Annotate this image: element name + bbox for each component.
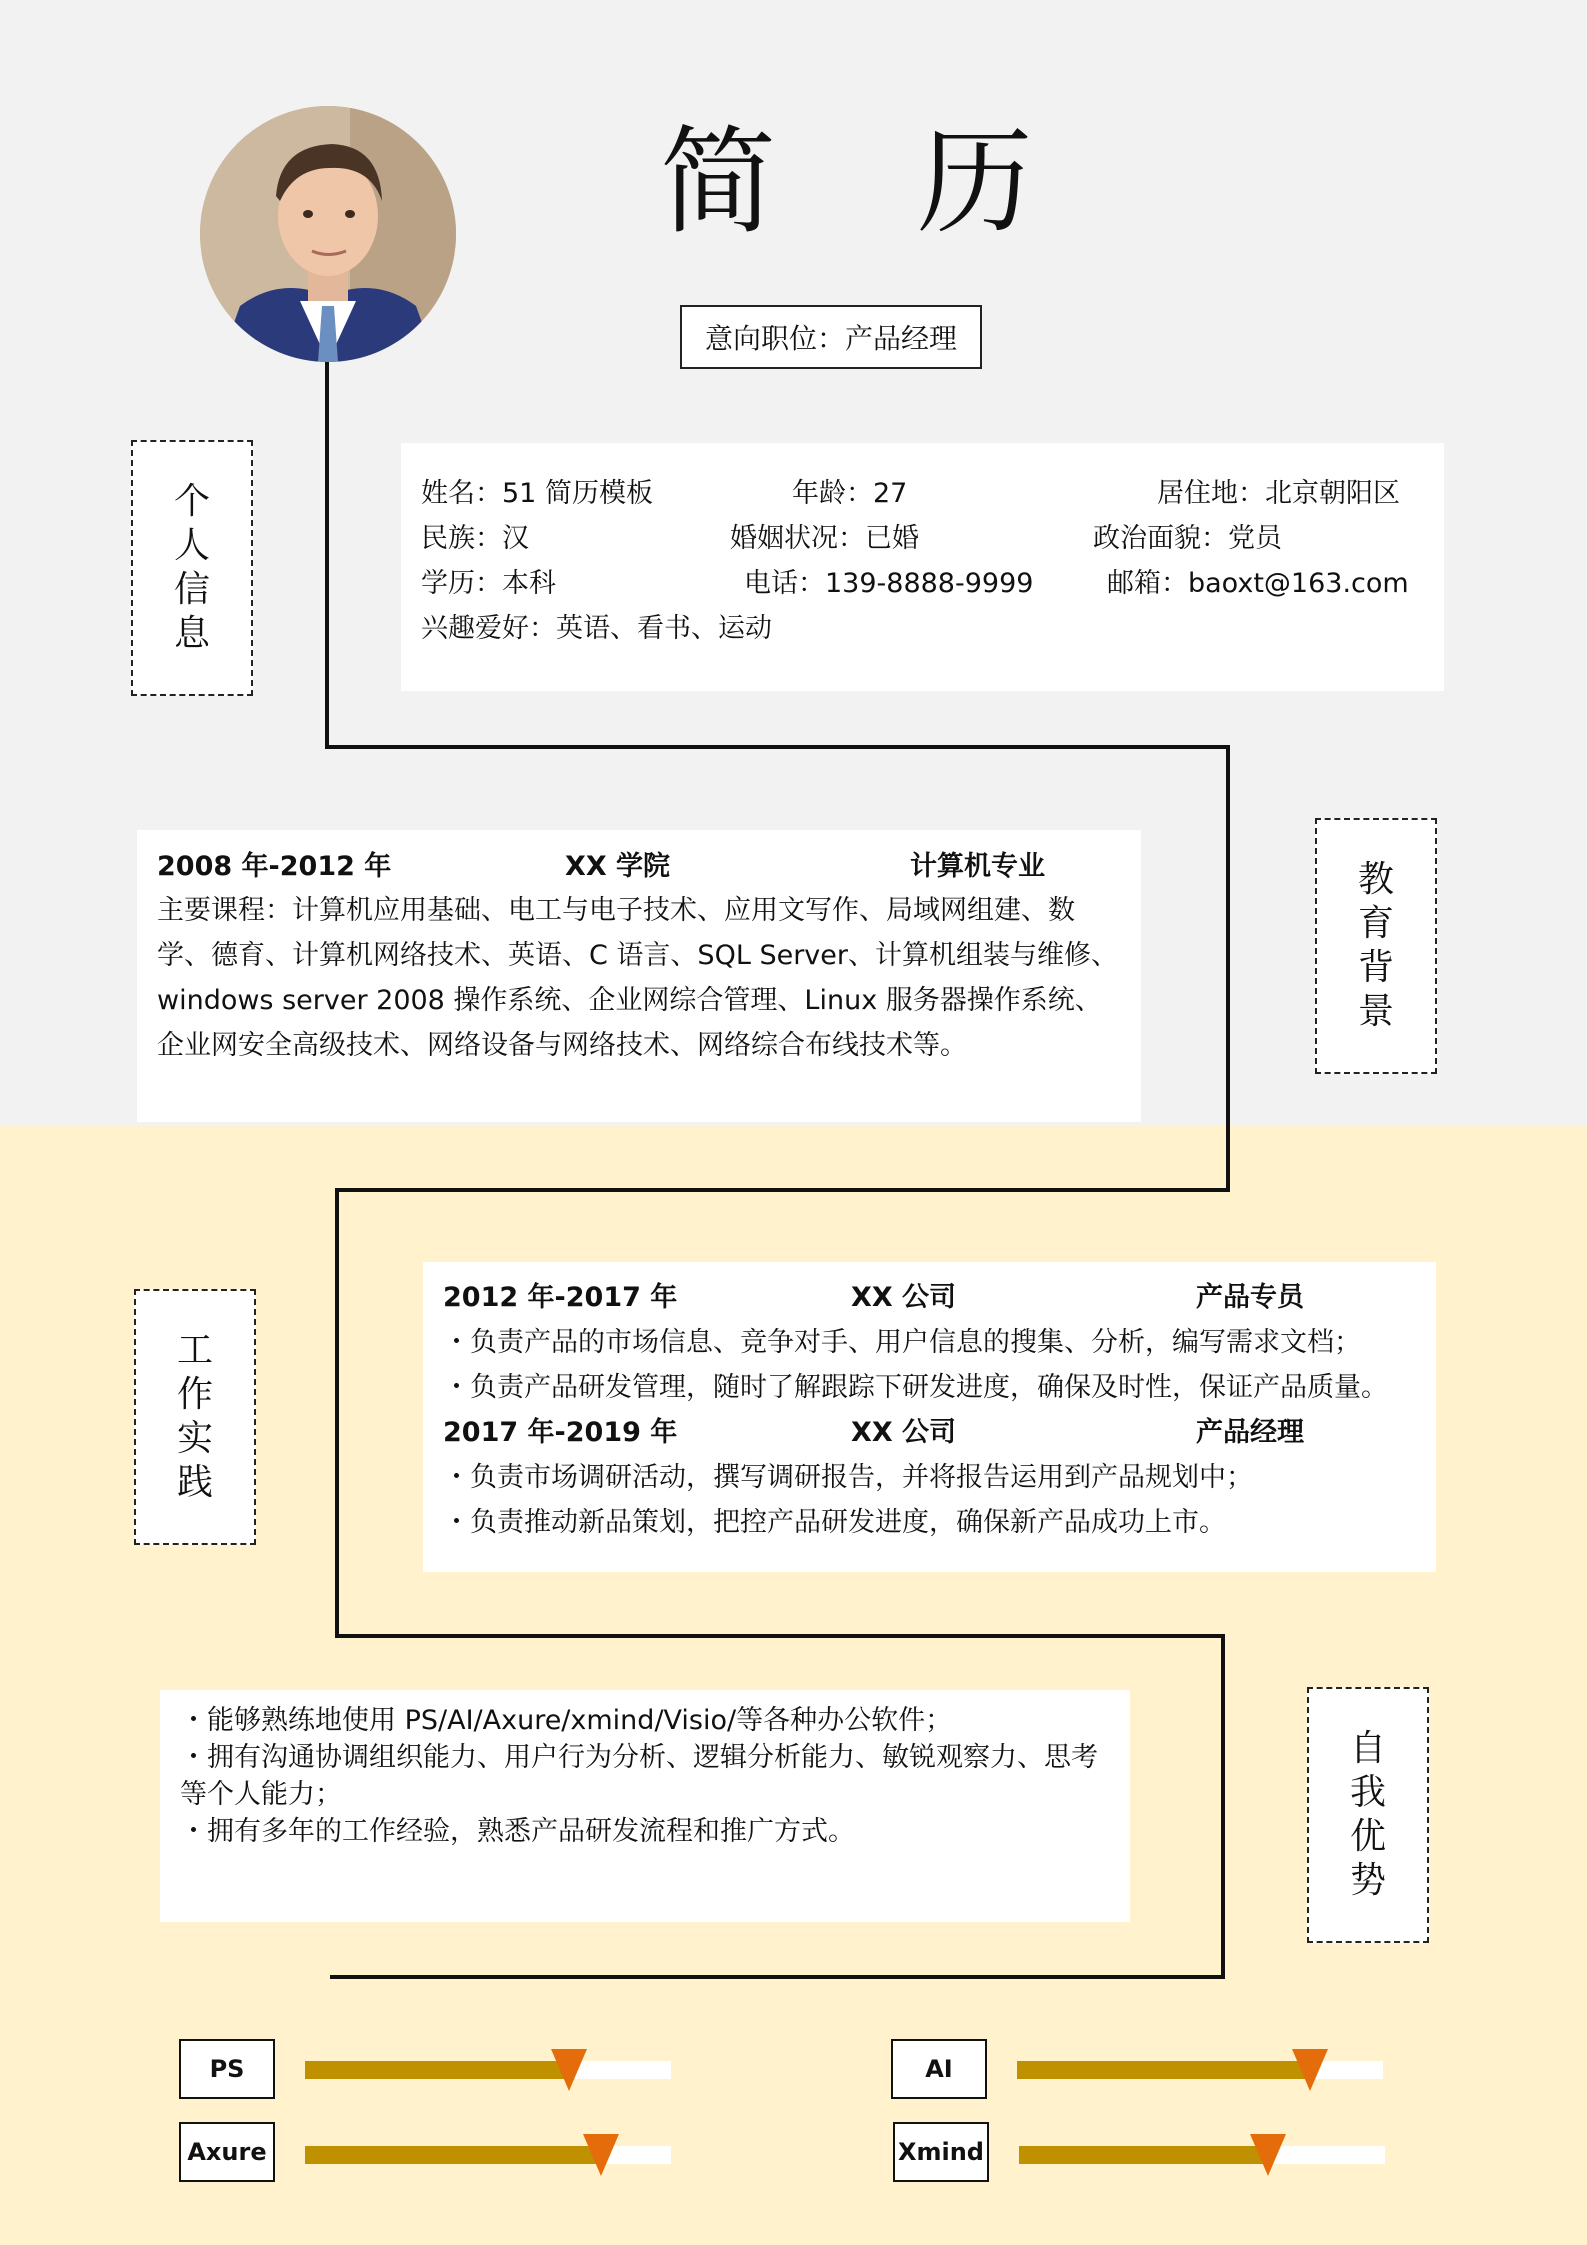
strengths-card — [160, 1690, 1130, 1922]
skill-label-ai: AI — [891, 2039, 987, 2099]
timeline-line — [325, 745, 1230, 749]
intended-position: 意向职位：产品经理 — [680, 305, 982, 369]
skill-bar-ps — [305, 2061, 671, 2079]
skill-bar-ai — [1017, 2061, 1383, 2079]
timeline-line — [1226, 745, 1230, 1192]
work-company: XX 公司 — [851, 1417, 957, 1448]
work-duty: ・负责推动新品策划，把控产品研发进度，确保新产品成功上市。 — [443, 1507, 1226, 1538]
timeline-line — [335, 1634, 1225, 1638]
page-title: 简 历 — [660, 115, 1085, 250]
work-duty: ・负责市场调研活动，撰写调研报告，并将报告运用到产品规划中； — [443, 1462, 1253, 1493]
work-period: 2012 年-2017 年 — [443, 1282, 678, 1313]
profile-photo — [200, 106, 456, 362]
hobbies-field: 兴趣爱好：英语、看书、运动 — [421, 613, 772, 644]
skill-bar-fill — [1017, 2061, 1310, 2079]
timeline-line — [325, 362, 329, 749]
ethnicity-field: 民族：汉 — [421, 523, 529, 554]
section-label-work: 工 作 实 践 — [134, 1289, 256, 1545]
section-label-personal: 个 人 信 息 — [131, 440, 253, 696]
strength-item: ・拥有沟通协调组织能力、用户行为分析、逻辑分析能力、敏锐观察力、思考等个人能力； — [180, 1742, 1098, 1810]
phone-field: 电话：139-8888-9999 — [744, 568, 1034, 599]
work-company: XX 公司 — [851, 1282, 957, 1313]
skill-bar-axure — [305, 2146, 671, 2164]
work-duty: ・负责产品的市场信息、竞争对手、用户信息的搜集、分析，编写需求文档； — [443, 1327, 1361, 1358]
work-period: 2017 年-2019 年 — [443, 1417, 678, 1448]
skill-bar-fill — [305, 2061, 569, 2079]
work-role: 产品经理 — [1196, 1417, 1304, 1448]
skill-bar-xmind — [1019, 2146, 1385, 2164]
education-major: 计算机专业 — [910, 851, 1045, 882]
skill-label-axure: Axure — [179, 2122, 275, 2182]
skill-marker — [551, 2049, 587, 2091]
strength-item: ・拥有多年的工作经验，熟悉产品研发流程和推广方式。 — [180, 1816, 855, 1847]
work-role: 产品专员 — [1196, 1282, 1304, 1313]
work-card — [423, 1262, 1436, 1572]
timeline-line — [330, 1975, 1225, 1979]
skill-marker — [1292, 2049, 1328, 2091]
skill-label-xmind: Xmind — [893, 2122, 989, 2182]
section-label-education: 教 育 背 景 — [1315, 818, 1437, 1074]
skill-label-ps: PS — [179, 2039, 275, 2099]
name-field: 姓名：51 简历模板 — [421, 478, 653, 509]
political-field: 政治面貌：党员 — [1093, 523, 1282, 554]
education-courses: 主要课程：计算机应用基础、电工与电子技术、应用文写作、局域网组建、数学、德育、计算机网络技术、英语、C 语言、SQL Server、计算机组装与维修、windows server 2008 操作系统、企业网综合管理、Linux 服务器操作系统、企业网安全高级技术、网络设备与网络技术、网络综合布线技术等。 — [157, 895, 1118, 1061]
section-label-strengths: 自 我 优 势 — [1307, 1687, 1429, 1943]
timeline-line — [335, 1188, 339, 1638]
work-duty: ・负责产品研发管理，随时了解跟踪下研发进度，确保及时性，保证产品质量。 — [443, 1372, 1388, 1403]
personal-info-card — [401, 443, 1444, 691]
timeline-line — [335, 1188, 1230, 1192]
skill-bar-fill — [305, 2146, 601, 2164]
residence-field: 居住地：北京朝阳区 — [1157, 478, 1400, 509]
education-school: XX 学院 — [565, 851, 671, 882]
strength-item: ・能够熟练地使用 PS/AI/Axure/xmind/Visio/等各种办公软件； — [180, 1705, 953, 1736]
skill-marker — [583, 2134, 619, 2176]
education-period: 2008 年-2012 年 — [157, 851, 392, 882]
skill-bar-fill — [1019, 2146, 1268, 2164]
timeline-line — [1221, 1634, 1225, 1979]
email-field: 邮箱：baoxt@163.com — [1107, 568, 1409, 599]
skill-marker — [1250, 2134, 1286, 2176]
age-field: 年龄：27 — [792, 478, 908, 509]
education-card — [137, 830, 1141, 1122]
marital-field: 婚姻状况：已婚 — [730, 523, 919, 554]
degree-field: 学历：本科 — [421, 568, 556, 599]
